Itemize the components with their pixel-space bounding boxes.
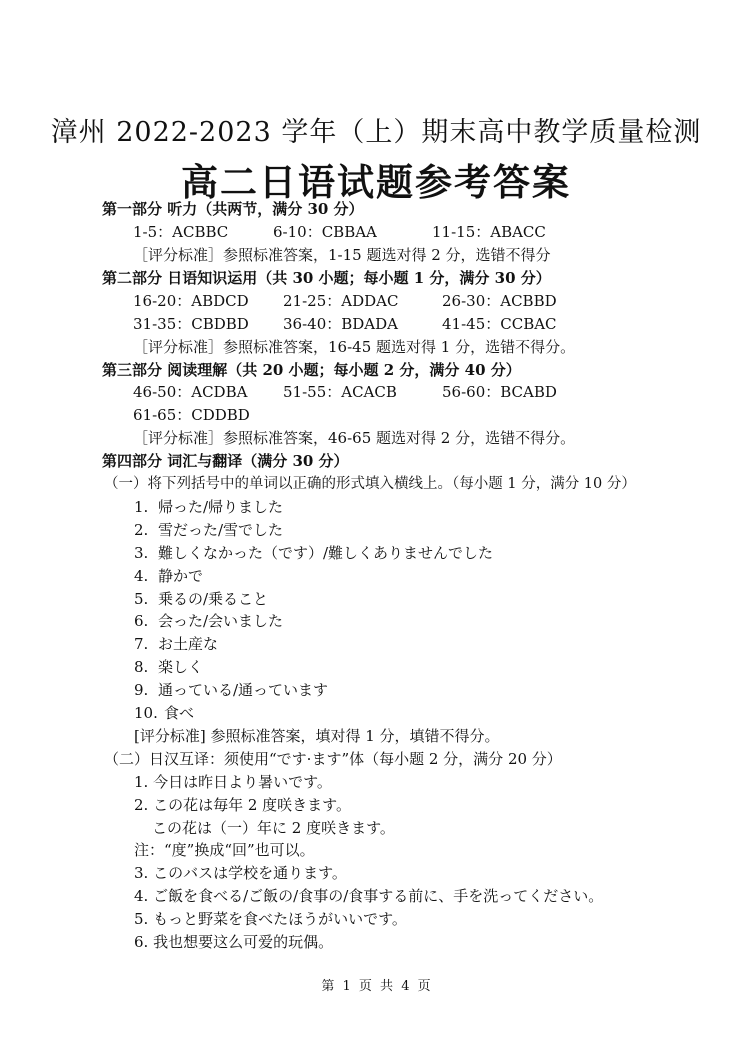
part4-heading: 第四部分 词汇与翻译（满分 30 分） [102,452,349,470]
item-text: 会った/会いました [158,612,284,630]
item-number: 2. [134,521,149,539]
part3-heading: 第三部分 阅读理解（共 20 小题；每小题 2 分，满分 40 分） [102,361,521,379]
answer-group: 56-60：BCABD [442,383,557,401]
translation-item-alternative: この花は（一）年に 2 度咲きます。 [152,819,395,837]
list-item [134,589,268,609]
document-title: 漳州 2022-2023 学年（上）期末高中教学质量检测 [50,117,702,148]
answer-group: 36-40：BDADA [283,315,398,333]
answer-group: 46-50：ACDBA [133,383,248,401]
item-number: 3. [134,544,149,562]
list-item [134,703,194,723]
list-item [134,611,283,631]
section1-heading: （一）将下列括号中的单词以正确的形式填入横线上。（每小题 1 分，满分 10 分） [104,476,636,492]
answer-group: 11-15：ABACC [432,223,546,241]
list-item [134,497,283,517]
item-number: 5. [134,590,149,608]
page-footer: 第 1 页 共 4 页 [321,979,431,994]
answer-group: 6-10：CBBAA [273,223,377,241]
section1-criteria: [评分标准] 参照标准答案，填对得 1 分，填错不得分。 [134,727,500,745]
item-number: 4. [134,567,149,585]
item-number: 8. [134,658,149,676]
document-subtitle: 高二日语试题参考答案 [181,160,571,204]
answer-group: 1-5：ACBBC [133,223,229,241]
answer-group: 21-25：ADDAC [283,292,399,310]
answer-group: 16-20：ABDCD [133,292,249,310]
item-text: 静かで [158,567,204,585]
item-text: 帰った/帰りました [158,498,284,516]
item-text: 雪だった/雪でした [158,521,284,539]
translation-item: 2. この花は毎年 2 度咲きます。 [134,796,351,814]
part2-criteria: ［评分标准］参照标准答案，16-45 题选对得 1 分，选错不得分。 [133,338,576,356]
answer-group: 26-30：ACBBD [442,292,557,310]
list-item [134,680,328,700]
translation-item: 3. このバスは学校を通ります。 [134,864,347,882]
list-item [134,543,493,563]
item-number: 6. [134,612,149,630]
part3-criteria: ［评分标准］参照标准答案，46-65 题选对得 2 分，选错不得分。 [133,429,576,447]
item-number: 9. [134,681,149,699]
translation-item: 6. 我也想要这么可爱的玩偶。 [134,933,334,951]
item-text: 通っている/通っています [158,681,329,699]
part1-heading: 第一部分 听力（共两节，满分 30 分） [102,200,364,218]
translation-item: 4. ご飯を食べる/ご飯の/食事の/食事する前に、手を洗ってください。 [134,887,604,905]
item-text: お土産な [158,635,219,653]
item-text: 乗るの/乗ること [158,590,269,608]
item-text: 食べ [164,704,195,722]
list-item [134,657,203,677]
translation-note: 注：“度”换成“回”也可以。 [134,841,315,859]
item-text: 楽しく [158,658,204,676]
list-item [134,634,218,654]
translation-item: 1. 今日は昨日より暑いです。 [134,773,332,791]
item-number: 10. [134,704,158,722]
list-item [134,566,203,586]
answer-group: 61-65：CDDBD [133,406,250,424]
translation-item: 5. もっと野菜を食べたほうがいいです。 [134,910,407,928]
item-number: 1. [134,498,149,516]
answer-group: 51-55：ACACB [283,383,397,401]
section2-heading: （二）日汉互译：须使用“です·ます”体（每小题 2 分，满分 20 分） [104,750,562,768]
part1-criteria: ［评分标准］参照标准答案，1-15 题选对得 2 分，选错不得分 [133,246,551,264]
answer-group: 41-45：CCBAC [442,315,557,333]
answer-group: 31-35：CBDBD [133,315,249,333]
item-number: 7. [134,635,149,653]
item-text: 難しくなかった（です）/難しくありませんでした [158,544,494,562]
list-item [134,520,283,540]
part2-heading: 第二部分 日语知识运用（共 30 小题；每小题 1 分，满分 30 分） [102,269,551,287]
